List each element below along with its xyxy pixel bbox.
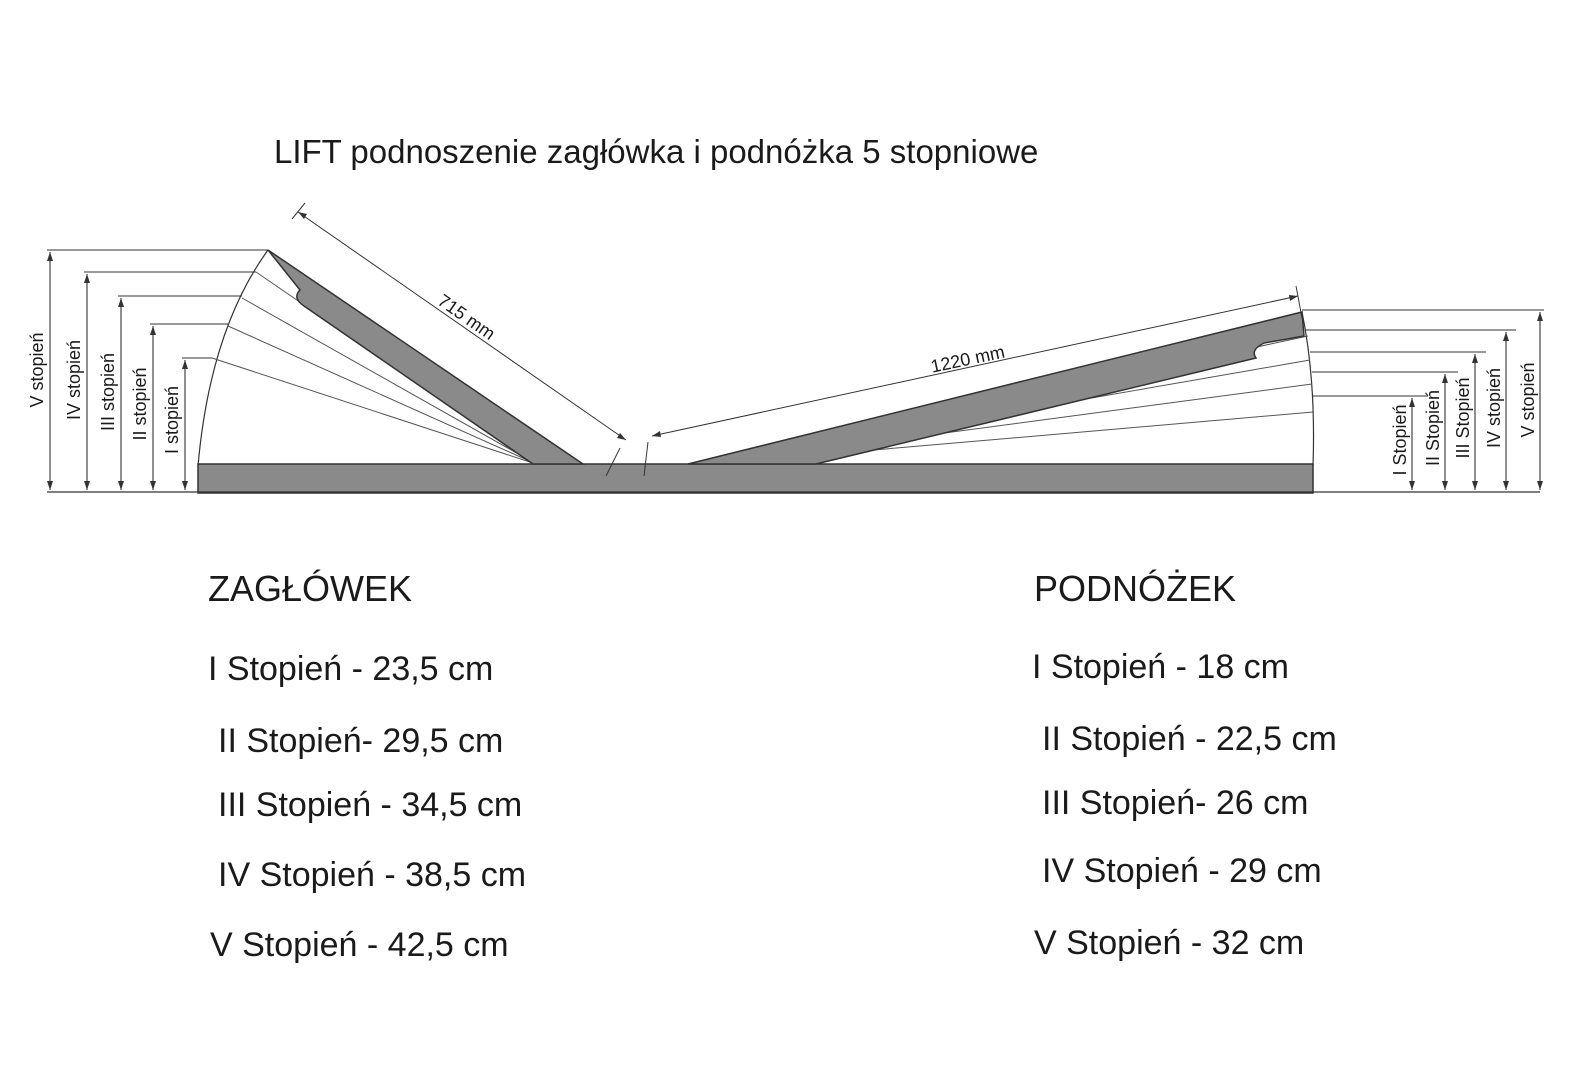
left-level-label-3: III stopień (98, 352, 118, 432)
headrest-level-2: II Stopień- 29,5 cm (218, 722, 504, 760)
footrest-panel (688, 312, 1304, 464)
headrest-level-lines (212, 272, 536, 464)
headrest-level-5: V Stopień - 42,5 cm (210, 926, 509, 964)
right-level-label-5: V stopień (1518, 362, 1538, 438)
bed-base (198, 464, 1313, 493)
headrest-level-4: IV Stopień - 38,5 cm (218, 856, 527, 894)
left-level-label-4: IV stopień (64, 339, 84, 421)
right-level-label-1: I Stopień (1390, 404, 1410, 476)
footrest-length-label: 1220 mm (928, 341, 1007, 377)
headrest-level-1: I Stopień - 23,5 cm (208, 650, 494, 688)
footrest-level-4: IV Stopień - 29 cm (1042, 852, 1322, 890)
right-level-label-3: III Stopień (1453, 377, 1473, 459)
left-level-label-2: II stopień (130, 367, 150, 441)
footrest-level-3: III Stopień- 26 cm (1042, 784, 1309, 822)
left-level-label-1: I stopień (162, 385, 182, 455)
page-title: LIFT podnoszenie zagłówka i podnóżka 5 stopniowe (274, 133, 1039, 170)
headrest-panel (268, 250, 583, 464)
right-level-label-4: IV stopień (1484, 367, 1504, 449)
footrest-level-2: II Stopień - 22,5 cm (1042, 720, 1337, 758)
footrest-level-1: I Stopień - 18 cm (1032, 648, 1290, 686)
headrest-heading: ZAGŁÓWEK (208, 568, 413, 609)
footrest-level-ticks (1302, 310, 1544, 396)
footrest-heading: PODNÓŻEK (1034, 568, 1237, 609)
left-level-label-5: V stopień (27, 332, 47, 408)
bed-lift-diagram (0, 0, 1588, 520)
headrest-level-3: III Stopień - 34,5 cm (218, 786, 523, 824)
headrest-length-label: 715 mm (434, 290, 499, 344)
footrest-level-5: V Stopień - 32 cm (1034, 924, 1305, 962)
right-level-label-2: II Stopień (1423, 389, 1443, 467)
